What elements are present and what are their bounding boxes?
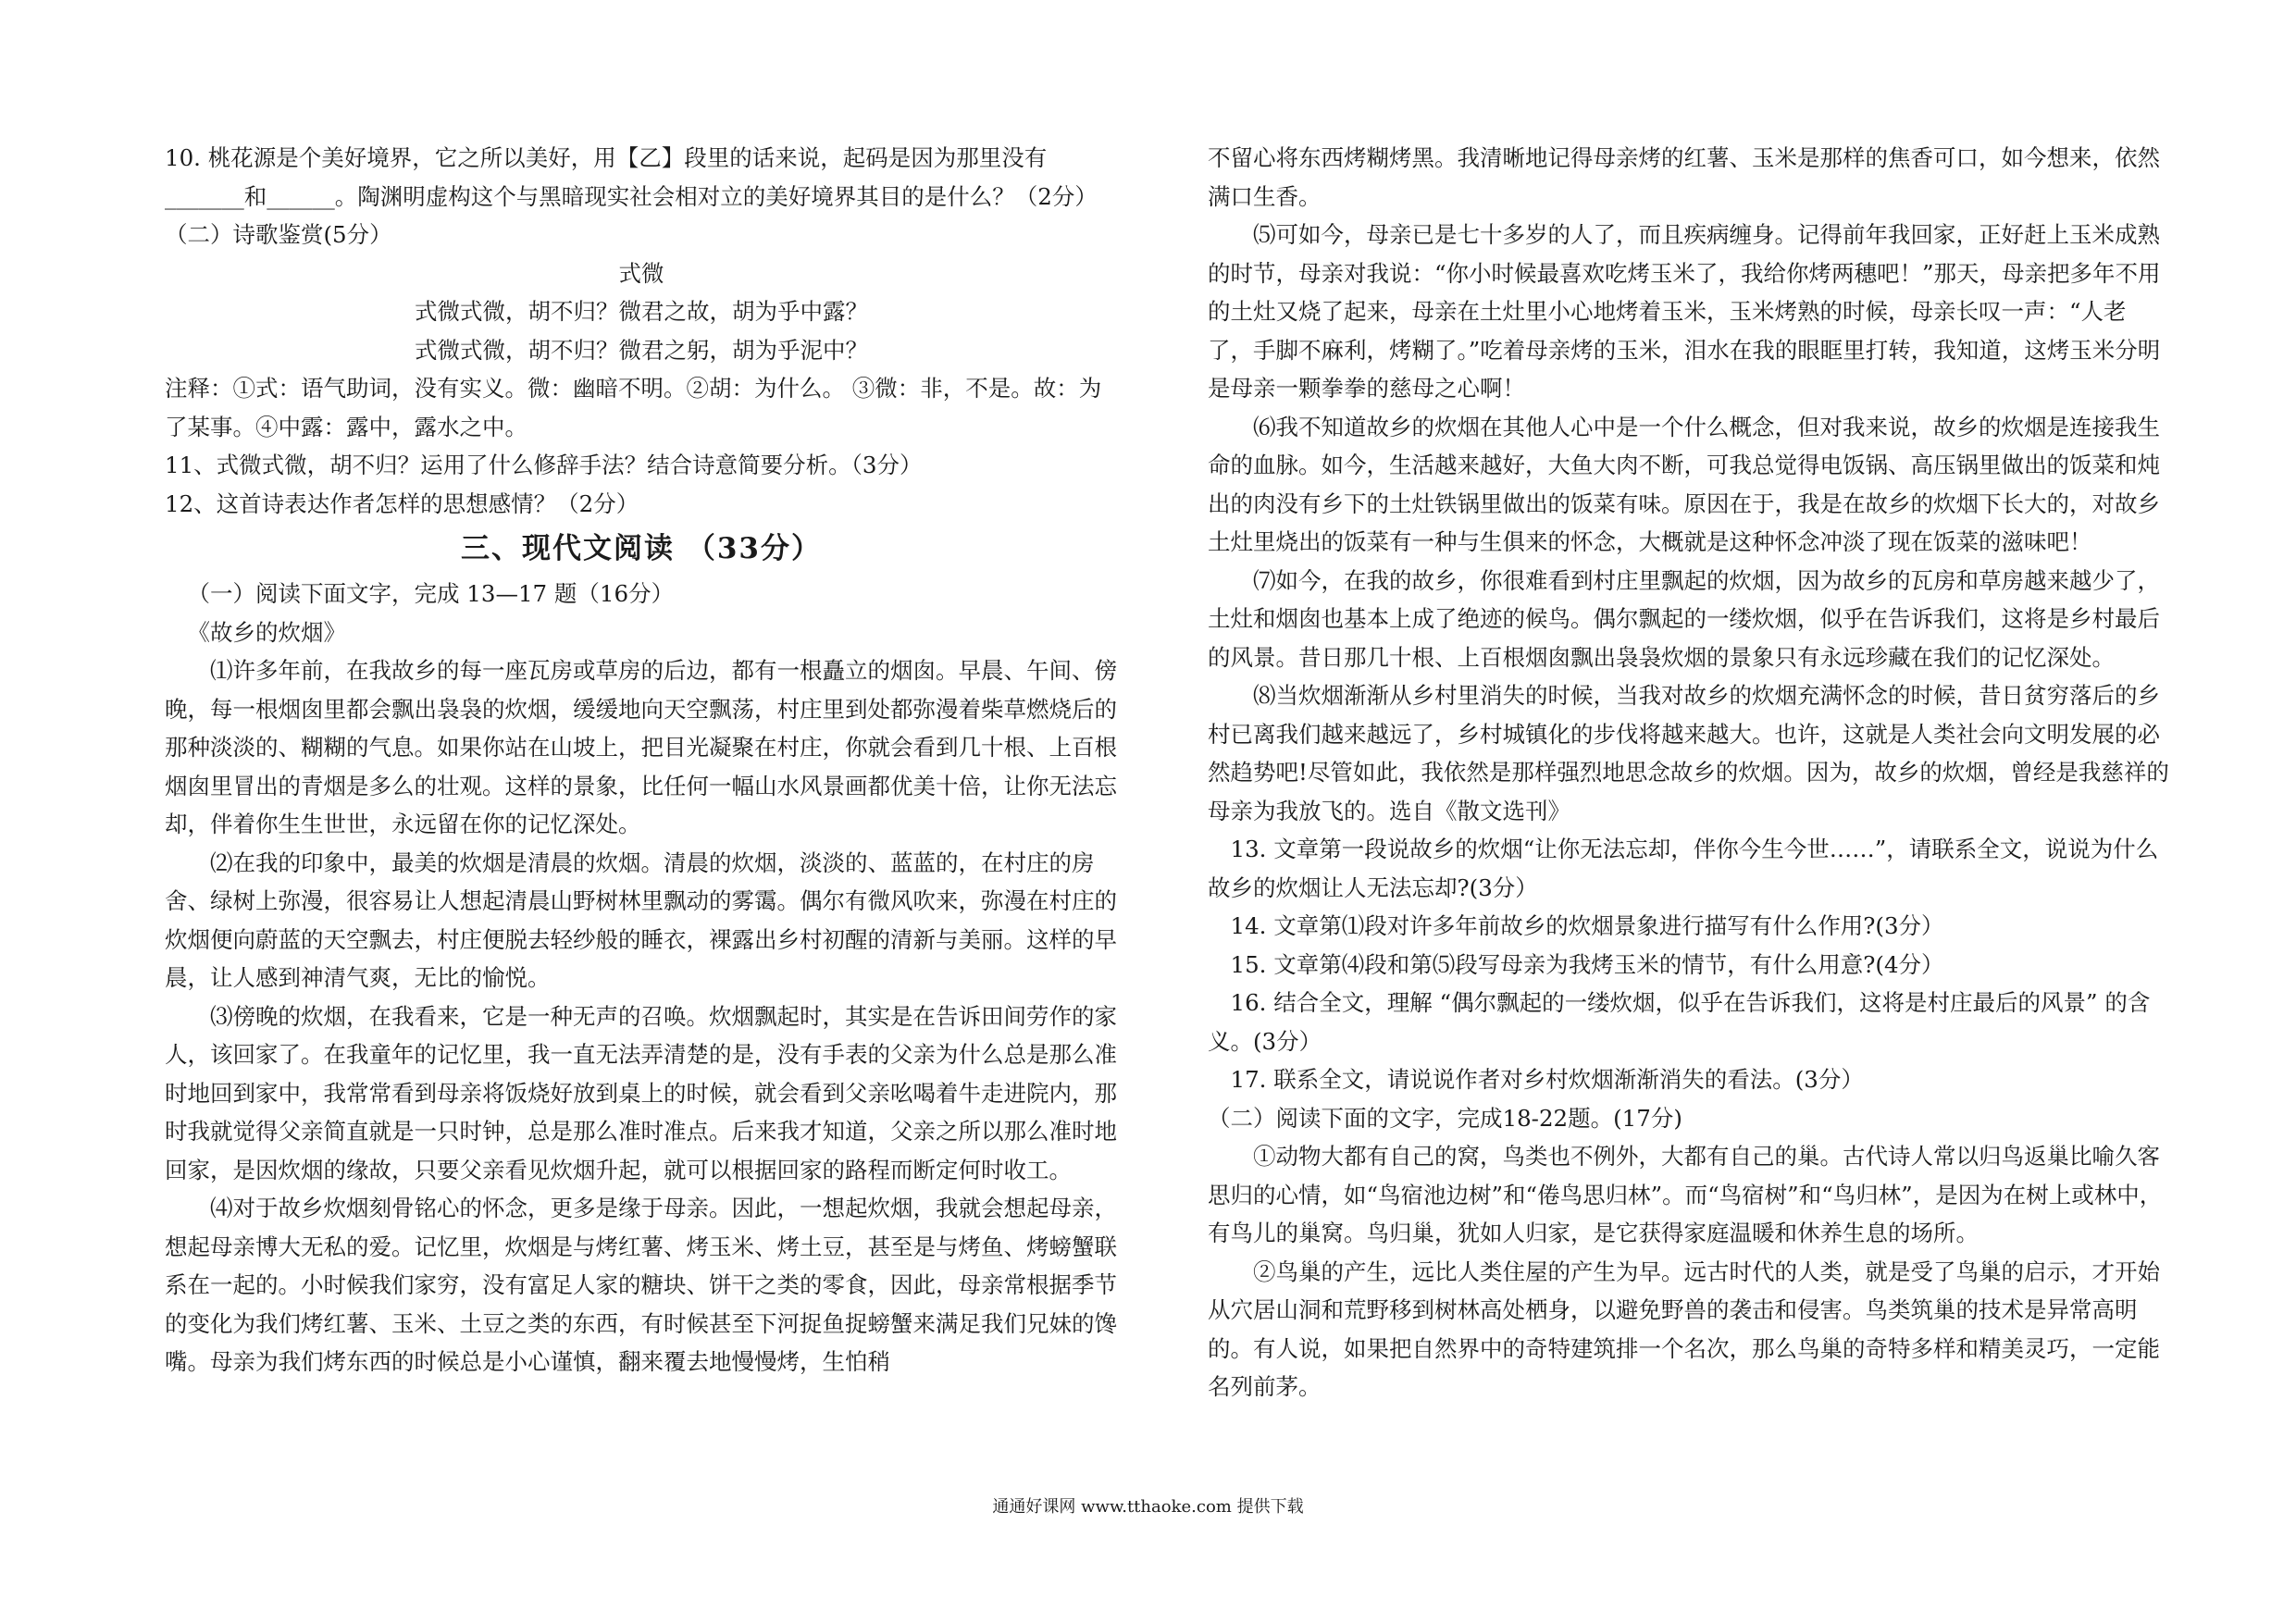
article-paragraph-8: ⑻当炊烟渐渐从乡村里消失的时候，当我对故乡的炊烟充满怀念的时候，昔日贫穷落后的乡村已离我们越来越远了，乡村城镇化的步伐将越来越大。也许，这就是人类社会向文明发展的必然趋势吧!尽管如此，我依然是那样强烈地思念故乡的炊烟。因为，故乡的炊烟，曾经是我慈祥的母亲为我放飞的。选自《散文选刊》 [1208, 682, 2169, 824]
poetry-section-header: （二）诗歌鉴赏(5分） [165, 221, 392, 248]
poem-line-1: 式微式微，胡不归？微君之故，胡为乎中露？ [415, 298, 868, 325]
question-15: 15. 文章第⑷段和第⑸段写母亲为我烤玉米的情节，有什么用意?(4分） [1230, 950, 1944, 978]
page-footer: 通通好课网 www.tthaoke.com 提供下载 [992, 1497, 1304, 1517]
article-paragraph-6: ⑹我不知道故乡的炊烟在其他人心中是一个什么概念，但对我来说，故乡的炊烟是连接我生命的血脉。如今，生活越来越好，大鱼大肉不断，可我总觉得电饭锅、高压锅里做出的饭菜和炖出的肉没有乡下的土灶铁锅里做出的饭菜有味。原因在于，我是在故乡的炊烟下长大的，对故乡土灶里烧出的饭菜有一种与生俱来的怀念，大概就是这种怀念冲淡了现在饭菜的滋味吧！ [1208, 413, 2160, 555]
left-column [165, 139, 1118, 1381]
question-14: 14. 文章第⑴段对许多年前故乡的炊烟景象进行描写有什么作用?(3分） [1230, 912, 1944, 939]
article-paragraph-5: ⑸可如今，母亲已是七十多岁的人了，而且疾病缠身。记得前年我回家，正好赶上玉米成熟的时节，母亲对我说：“你小时候最喜欢吃烤玉米了，我给你烤两穗吧！”那天，母亲把多年不用的土灶又烧了起来，母亲在土灶里小心地烤着玉米，玉米烤熟的时候，母亲长叹一声：“人老了，手脚不麻利，烤糊了。”吃着母亲烤的玉米，泪水在我的眼眶里打转，我知道，这烤玉米分明是母亲一颗拳拳的慈母之心啊！ [1208, 221, 2161, 402]
reading-2-header: （二）阅读下面的文字，完成18-22题。(17分) [1208, 1104, 1682, 1132]
question-10: 10. 桃花源是个美好境界，它之所以美好，用【乙】段里的话来说，起码是因为那里没有_______和______。陶渊明虚构这个与黑暗现实社会相对立的美好境界其目的是什么？（2分） [165, 144, 1098, 210]
article-paragraph-7: ⑺如今，在我的故乡，你很难看到村庄里飘起的炊烟，因为故乡的瓦房和草房越来越少了，土灶和烟囱也基本上成了绝迹的候鸟。偶尔飘起的一缕炊烟，似乎在告诉我们，这将是乡村最后的风景。昔日那几十根、上百根烟囱飘出袅袅炊烟的景象只有永远珍藏在我们的记忆深处。 [1208, 566, 2160, 671]
right-column [1208, 139, 2170, 1406]
article-paragraph-2: ⑵在我的印象中，最美的炊烟是清晨的炊烟。清晨的炊烟，淡淡的、蓝蓝的，在村庄的房舍、绿树上弥漫，很容易让人想起清晨山野树林里飘动的雾霭。偶尔有微风吹来，弥漫在村庄的炊烟便向蔚蓝的天空飘去，村庄便脱去轻纱般的睡衣，裸露出乡村初醒的清新与美丽。这样的早晨，让人感到神清气爽，无比的愉悦。 [165, 849, 1117, 991]
section-3-title: 三、现代文阅读 （33分） [461, 532, 822, 565]
poem-title: 式微 [618, 259, 664, 287]
article-paragraph-4: ⑷对于故乡炊烟刻骨铭心的怀念，更多是缘于母亲。因此，一想起炊烟，我就会想起母亲，想起母亲博大无私的爱。记忆里，炊烟是与烤红薯、烤玉米、烤土豆，甚至是与烤鱼、烤螃蟹联系在一起的。小时候我们家穷，没有富足人家的糖块、饼干之类的零食，因此，母亲常根据季节的变化为我们烤红薯、玉米、土豆之类的东西，有时候甚至下河捉鱼捉螃蟹来满足我们兄妹的馋嘴。母亲为我们烤东西的时候总是小心谨慎，翻来覆去地慢慢烤，生怕稍 [165, 1195, 1117, 1375]
reading-2-paragraph-2: ②鸟巢的产生，远比人类住屋的产生为早。远古时代的人类，就是受了鸟巢的启示，才开始从穴居山洞和荒野移到树林高处栖身，以避免野兽的袭击和侵害。鸟类筑巢的技术是异常高明的。有人说，如果把自然界中的奇特建筑排一个名次，那么鸟巢的奇特多样和精美灵巧，一定能名列前茅。 [1208, 1258, 2160, 1400]
reading-2-paragraph-1: ①动物大都有自己的窝，鸟类也不例外，大都有自己的巢。古代诗人常以归鸟返巢比喻久客思归的心情，如“鸟宿池边树”和“倦鸟思归林”。而“鸟宿树”和“鸟归林”，是因为在树上或林中，有鸟儿的巢窝。鸟归巢，犹如人归家，是它获得家庭温暖和休养生息的场所。 [1208, 1143, 2163, 1246]
article-title: 《故乡的炊烟》 [187, 618, 346, 646]
reading-1-header: （一）阅读下面文字，完成 13—17 题（16分） [187, 580, 675, 607]
question-13: 13. 文章第一段说故乡的炊烟“让你无法忘却，伴你今生今世……”，请联系全文，说说为什么故乡的炊烟让人无法忘却?(3分） [1208, 836, 2159, 901]
poem-notes: 注释：①式：语气助词，没有实义。微：幽暗不明。②胡：为什么。 ③微：非，不是。故：为了某事。④中露：露中，露水之中。 [165, 375, 1102, 440]
article-paragraph-4-continued: 不留心将东西烤糊烤黑。我清晰地记得母亲烤的红薯、玉米是那样的焦香可口，如今想来，依然满口生香。 [1208, 144, 2160, 210]
question-11: 11、式微式微，胡不归？运用了什么修辞手法？结合诗意简要分析。（3分） [165, 452, 923, 478]
poem-line-2: 式微式微，胡不归？微君之躬，胡为乎泥中？ [415, 336, 868, 364]
question-16: 16. 结合全文，理解 “偶尔飘起的一缕炊烟，似乎在告诉我们，这将是村庄最后的风景” 的含义。(3分） [1208, 989, 2151, 1055]
article-paragraph-3: ⑶傍晚的炊烟，在我看来，它是一种无声的召唤。炊烟飘起时，其实是在告诉田间劳作的家人，该回家了。在我童年的记忆里，我一直无法弄清楚的是，没有手表的父亲为什么总是那么准时地回到家中，我常常看到母亲将饭烧好放到桌上的时候，就会看到父亲吆喝着牛走进院内，那时我就觉得父亲简直就是一只时钟，总是那么准时准点。后来我才知道，父亲之所以那么准时地回家，是因炊烟的缘故，只要父亲看见炊烟升起，就可以根据回家的路程而断定何时收工。 [165, 1002, 1117, 1183]
question-17: 17. 联系全文，请说说作者对乡村炊烟渐渐消失的看法。(3分） [1230, 1066, 1864, 1093]
question-12: 12、这首诗表达作者怎样的思想感情？（2分） [165, 489, 639, 517]
article-paragraph-1: ⑴许多年前，在我故乡的每一座瓦房或草房的后边，都有一根矗立的烟囱。早晨、午间、傍晚，每一根烟囱里都会飘出袅袅的炊烟，缓缓地向天空飘荡，村庄里到处都弥漫着柴草燃烧后的那种淡淡的、糊糊的气息。如果你站在山坡上，把目光凝聚在村庄，你就会看到几十根、上百根烟囱里冒出的青烟是多么的壮观。这样的景象，比任何一幅山水风景画都优美十倍，让你无法忘却，伴着你生生世世，永远留在你的记忆深处。 [165, 657, 1117, 837]
